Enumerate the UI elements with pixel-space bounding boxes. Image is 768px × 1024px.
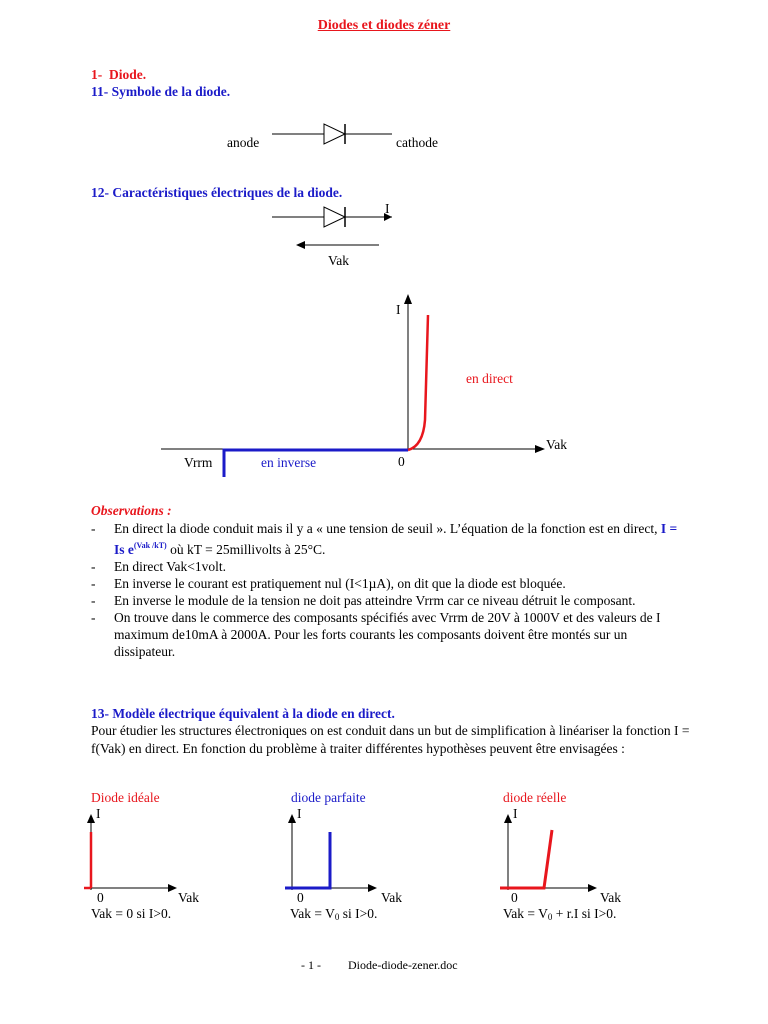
observations-list (91, 520, 691, 660)
model-reelle-equation: Vak = $V_0 + r.I$ si I>0. (503, 906, 617, 922)
observations-heading: Observations : (91, 503, 172, 518)
graph-vrrm-label: Vrrm (184, 455, 213, 470)
model-ideal-y-label: I (96, 806, 101, 821)
model-graph-parfaite (285, 814, 377, 892)
observation-item: - En direct Vak<1volt. (91, 558, 691, 575)
model-reelle-y-label: I (513, 806, 518, 821)
graph-x-label: Vak (546, 437, 567, 452)
graph-inverse-label: en inverse (261, 455, 317, 470)
model-parfaite-title: diode parfaite (291, 790, 366, 805)
observation-item: - On trouve dans le commerce des composants spécifiés avec Vrrm de 20V à 1000V et des valeurs de I maximum de10mA à 2000A. Pour les forts courants les composants doivent être montés sur un dissipateur. (91, 609, 691, 660)
model-ideal-origin: 0 (97, 890, 104, 905)
model-reelle-x-label: Vak (600, 890, 621, 905)
diode-equation: I = Is $e^{(Vak /kT)}$ (114, 521, 678, 557)
graph-origin-label: 0 (398, 454, 405, 469)
model-ideal-title: Diode idéale (91, 790, 160, 805)
footer-filename: Diode-diode-zener.doc (348, 958, 458, 972)
current-label: I (385, 201, 390, 216)
model-ideal-x-label: Vak (178, 890, 199, 905)
anode-label: anode (227, 135, 260, 150)
model-graph-reelle (500, 814, 597, 892)
section-13-paragraph: Pour étudier les structures électroniques on est conduit dans un but de simplification à linéariser la fonction I = f(Vak) en direct. En fonction du problème à traiter différentes hypothèses peuvent être envisagées : (91, 723, 690, 756)
diode-symbol (272, 124, 392, 144)
graph-direct-label: en direct (466, 371, 513, 386)
section-11-number: 11- (91, 84, 109, 99)
model-ideal-equation: Vak = 0 si I>0. (91, 906, 172, 921)
model-parfaite-equation: Vak = $V_0$ si I>0. (290, 906, 378, 922)
model-parfaite-origin: 0 (297, 890, 304, 905)
model-parfaite-y-label: I (297, 806, 302, 821)
cathode-label: cathode (396, 135, 438, 150)
observation-item: - En direct la diode conduit mais il y a « une tension de seuil ». L’équation de la fonction est en direct, I = Is $e^{(Vak /kT)}$ où kT = 25millivolts à 25°C. (91, 520, 691, 558)
model-reelle-origin: 0 (511, 890, 518, 905)
model-graph-ideal (84, 814, 177, 892)
section-1-label: Diode. (109, 67, 147, 82)
model-parfaite-x-label: Vak (381, 890, 402, 905)
section-12-heading: 12- Caractéristiques électriques de la diode. (91, 185, 343, 200)
observation-item: - En inverse le courant est pratiquement nul (I<1µA), on dit que la diode est bloquée. (91, 575, 691, 592)
footer-page-number: - 1 - (301, 958, 321, 972)
observation-item: - En inverse le module de la tension ne doit pas atteindre Vrrm car ce niveau détruit le composant. (91, 592, 691, 609)
direct-curve (408, 315, 428, 450)
section-11-label: Symbole de la diode. (111, 84, 231, 99)
page-title: Diodes et diodes zéner (317, 18, 451, 33)
diode-symbol-with-arrows (272, 207, 392, 249)
vak-label: Vak (328, 253, 349, 268)
model-reelle-title: diode réelle (503, 790, 567, 805)
graph-y-label: I (396, 302, 401, 317)
section-1-number: 1- (91, 67, 103, 82)
section-13-heading: 13- Modèle électrique équivalent à la diode en direct. (91, 706, 395, 721)
